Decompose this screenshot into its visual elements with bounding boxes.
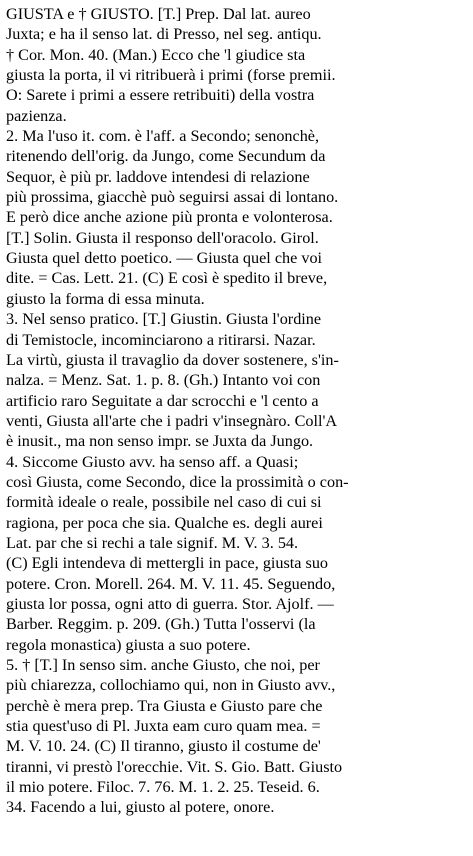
- entry-line: 34. Facendo a lui, giusto al potere, onore.: [6, 798, 275, 817]
- entry-line: potere. Cron. Morell. 264. M. V. 11. 45. Seguendo,: [6, 574, 336, 593]
- entry-line: giusto la forma di essa minuta.: [6, 289, 205, 308]
- entry-line: Barber. Reggim. p. 209. (Gh.) Tutta l'osservi (la: [6, 615, 316, 634]
- entry-line: giusta la porta, il vi ritribuerà i primi (forse premii.: [6, 66, 336, 85]
- entry-line: GIUSTA e † GIUSTO. [T.] Prep. Dal lat. aureo: [6, 5, 311, 23]
- entry-line: [T.] Solin. Giusta il responso dell'oracolo. Girol.: [6, 228, 319, 247]
- entry-line: formità ideale o reale, possibile nel caso di cui si: [6, 493, 322, 512]
- entry-line: 2. Ma l'uso it. com. è l'aff. a Secondo; senonchè,: [6, 127, 320, 146]
- entry-line: artificio raro Seguitate a dar scrocchi e 'l cento a: [6, 391, 319, 410]
- entry-line: Juxta; e ha il senso lat. di Presso, nel seg. antiqu.: [6, 25, 322, 44]
- entry-line: 5. † [T.] In senso sim. anche Giusto, che noi, per: [6, 656, 320, 674]
- entry-line: stia quest'uso di Pl. Juxta eam curo quam mea. =: [6, 717, 321, 736]
- entry-line: ragiona, per poca che sia. Qualche es. degli aurei: [6, 513, 323, 532]
- entry-line: pazienza.: [6, 106, 67, 125]
- entry-line: E però dice anche azione più pronta e volonterosa.: [6, 208, 333, 227]
- entry-line: 4. Siccome Giusto avv. ha senso aff. a Quasi;: [6, 452, 299, 471]
- entry-line: il mio potere. Filoc. 7. 76. M. 1. 2. 25. Teseid. 6.: [6, 778, 320, 797]
- entry-line: Giusta quel detto poetico. — Giusta quel che voi: [6, 249, 323, 268]
- entry-line: Sequor, è più pr. laddove intendesi di relazione: [6, 167, 310, 186]
- entry-line: così Giusta, come Secondo, dice la prossimità o con-: [6, 472, 349, 491]
- entry-line: regola monastica) giusta a suo potere.: [6, 635, 251, 654]
- entry-line: M. V. 10. 24. (C) Il tiranno, giusto il costume de': [6, 737, 321, 756]
- entry-line: Lat. par che si rechi a tale signif. M. V. 3. 54.: [6, 533, 299, 552]
- entry-line: di Temistocle, incominciarono a ritirarsi. Nazar.: [6, 330, 316, 349]
- entry-line: La virtù, giusta il travaglio da dover sostenere, s'in-: [6, 350, 339, 369]
- entry-line: dite. = Cas. Lett. 21. (C) E così è spedito il breve,: [6, 269, 328, 288]
- entry-line: perchè è mera prep. Tra Giusta e Giusto pare che: [6, 696, 323, 715]
- entry-line: giusta lor possa, ogni atto di guerra. Stor. Ajolf. —: [6, 594, 334, 613]
- entry-line: venti, Giusta all'arte che i padri v'insegnàro. Coll'A: [6, 411, 338, 430]
- entry-line: più prossima, giacchè può seguirsi assai di lontano.: [6, 188, 339, 207]
- entry-line: † Cor. Mon. 40. (Man.) Ecco che 'l giudice sta: [6, 45, 306, 64]
- entry-line: O: Sarete i primi a essere retribuiti) della vostra: [6, 86, 315, 105]
- entry-line: è inusit., ma non senso impr. se Juxta da Jungo.: [6, 432, 314, 451]
- entry-line: (C) Egli intendeva di mettergli in pace, giusta suo: [6, 554, 329, 573]
- entry-line: nalza. = Menz. Sat. 1. p. 8. (Gh.) Intanto voi con: [6, 371, 321, 390]
- entry-line: tiranni, vi prestò l'orecchie. Vit. S. Gio. Batt. Giusto: [6, 757, 343, 776]
- entry-line: 3. Nel senso pratico. [T.] Giustin. Giusta l'ordine: [6, 310, 322, 329]
- entry-line: ritenendo dell'orig. da Jungo, come Secundum da: [6, 147, 326, 166]
- entry-line: più chiarezza, collochiamo qui, non in Giusto avv.,: [6, 676, 336, 695]
